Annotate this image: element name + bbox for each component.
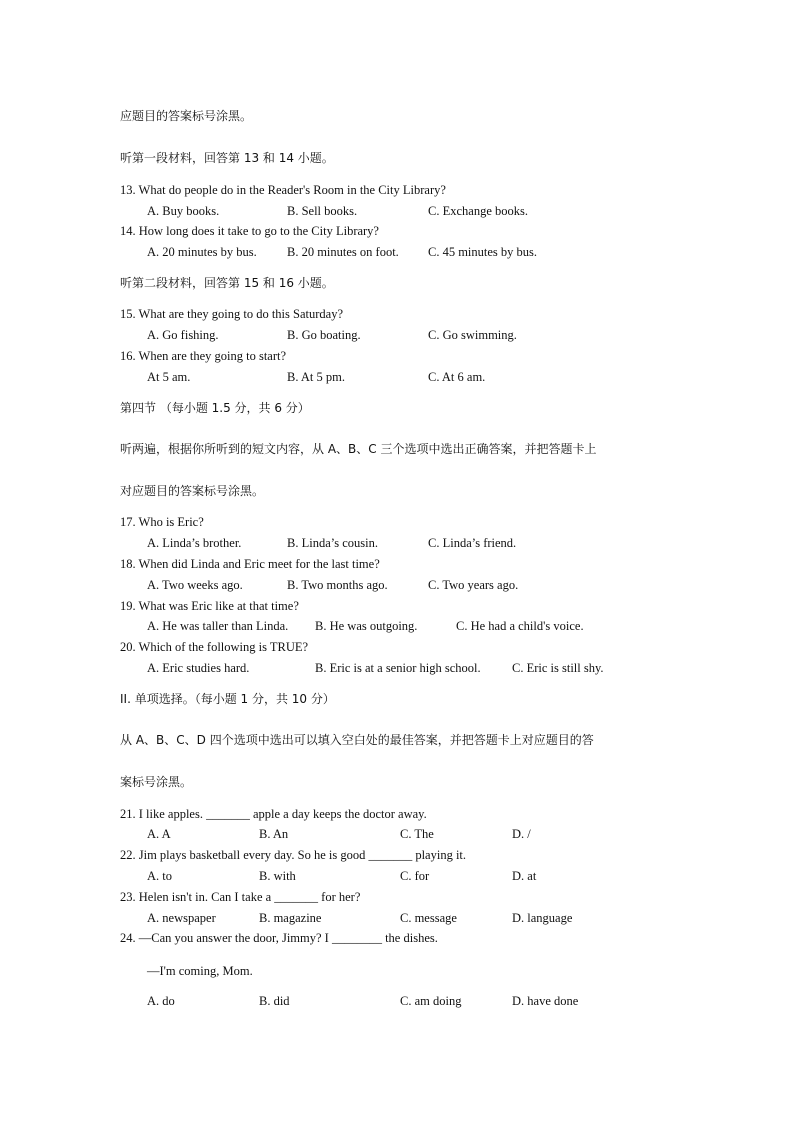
option: B. Go boating. [287, 328, 361, 342]
question-text: 21. I like apples. _______ apple a day keeps the doctor away. [120, 807, 427, 821]
option: C. am doing [400, 994, 462, 1008]
option: C. Two years ago. [428, 578, 519, 592]
option: At 5 am. [147, 370, 191, 384]
option: A. do [147, 994, 175, 1008]
option: C. Linda’s friend. [428, 536, 517, 550]
option: B. did [259, 994, 290, 1008]
question-text: 18. When did Linda and Eric meet for the last time? [120, 557, 380, 571]
option: B. Linda’s cousin. [287, 536, 378, 550]
question-text: 22. Jim plays basketball every day. So he is good _______ playing it. [120, 848, 467, 862]
question-text: 23. Helen isn't in. Can I take a _______ for her? [120, 890, 361, 904]
option: C. 45 minutes by bus. [428, 245, 538, 259]
option: C. Exchange books. [428, 204, 528, 218]
option: B. At 5 pm. [287, 370, 345, 384]
option: B. magazine [259, 911, 322, 925]
option: B. 20 minutes on foot. [287, 245, 399, 259]
option: C. Eric is still shy. [512, 661, 604, 675]
section-instruction: 听两遍，根据你所听到的短文内容，从 A、B、C 三个选项中选出正确答案，并把答题卡上 [120, 442, 597, 456]
option: B. Two months ago. [287, 578, 388, 592]
option: D. language [512, 911, 573, 925]
option: B. with [259, 869, 296, 883]
option: A. Two weeks ago. [147, 578, 243, 592]
section-instruction: 对应题目的答案标号涂黑。 [120, 484, 265, 498]
option: B. An [259, 827, 289, 841]
option: A. A [147, 827, 171, 841]
question-text: 15. What are they going to do this Saturday? [120, 307, 343, 321]
option: C. message [400, 911, 457, 925]
question-text: 19. What was Eric like at that time? [120, 599, 299, 613]
section-instruction: 听第一段材料，回答第 13 和 14 小题。 [120, 151, 334, 165]
option: A. 20 minutes by bus. [147, 245, 257, 259]
option: C. Go swimming. [428, 328, 517, 342]
section-instruction: 听第二段材料，回答第 15 和 16 小题。 [120, 276, 334, 290]
option: A. He was taller than Linda. [147, 619, 289, 633]
option: A. Go fishing. [147, 328, 219, 342]
question-text: 16. When are they going to start? [120, 349, 287, 363]
option: C. At 6 am. [428, 370, 486, 384]
option: C. The [400, 827, 434, 841]
option: D. have done [512, 994, 579, 1008]
option: D. / [512, 827, 531, 841]
option: C. for [400, 869, 430, 883]
section-instruction: 从 A、B、C、D 四个选项中选出可以填入空白处的最佳答案，并把答题卡上对应题目的答 [120, 733, 594, 747]
section-heading: II. 单项选择。（每小题 1 分，共 10 分） [120, 692, 335, 706]
option: A. Eric studies hard. [147, 661, 250, 675]
question-text: 13. What do people do in the Reader's Room in the City Library? [120, 183, 446, 197]
question-text: 20. Which of the following is TRUE? [120, 640, 309, 654]
option: B. Sell books. [287, 204, 358, 218]
intro-tail: 应题目的答案标号涂黑。 [120, 109, 253, 123]
dialogue-reply: —I'm coming, Mom. [147, 964, 253, 978]
option: D. at [512, 869, 537, 883]
question-text: 17. Who is Eric? [120, 515, 204, 529]
option: A. Linda’s brother. [147, 536, 242, 550]
section-heading: 第四节 （每小题 1.5 分，共 6 分） [120, 401, 310, 415]
option: A. Buy books. [147, 204, 220, 218]
option: B. Eric is at a senior high school. [315, 661, 481, 675]
question-text: 24. —Can you answer the door, Jimmy? I ________ the dishes. [120, 931, 438, 945]
option: A. newspaper [147, 911, 216, 925]
section-instruction: 案标号涂黑。 [120, 775, 193, 789]
option: B. He was outgoing. [315, 619, 418, 633]
option: A. to [147, 869, 172, 883]
question-text: 14. How long does it take to go to the City Library? [120, 224, 379, 238]
option: C. He had a child's voice. [456, 619, 584, 633]
